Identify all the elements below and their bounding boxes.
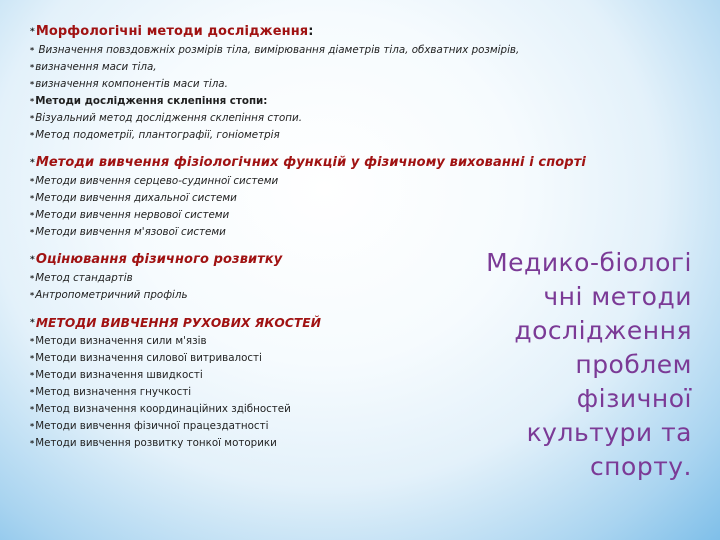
section-heading-physiological [30,153,702,173]
list-item-text: Методи дослідження склепіння стопи: [35,95,268,107]
list-item [30,190,702,207]
list-item-text: визначення маси тіла, [35,61,157,73]
slide-title [412,246,692,484]
list-item [30,59,702,76]
bullet-icon: * [30,354,35,363]
list-item-text: Методи вивчення фізичної працездатності [35,420,269,432]
list-item [30,127,702,144]
list-item-text: Методи визначення силової витривалості [35,352,262,364]
bullet-icon: * [30,194,35,203]
bullet-icon: * [30,131,35,140]
bullet-icon: * [30,97,35,106]
bullet-icon: * [30,46,35,55]
section-heading-text: МЕТОДИ ВИВЧЕННЯ РУХОВИХ ЯКОСТЕЙ [35,316,322,330]
list-item [30,76,702,93]
list-item [30,173,702,190]
section-heading-morphological [30,22,702,42]
slide-title-line: Медико-біологі [486,248,692,277]
bullet-icon: * [30,211,35,220]
slide-title-line: чні методи [543,282,692,311]
list-item [30,110,702,127]
bullet-icon: * [30,158,35,168]
bullet-icon: * [30,318,35,328]
list-item [30,224,702,241]
list-item-text: Методи вивчення розвитку тонкої моторики [35,437,277,449]
heading-colon: : [308,24,314,39]
bullet-icon: * [30,405,35,414]
section-spacer [30,144,702,153]
bullet-icon: * [30,422,35,431]
list-item-text: Методи вивчення нервової системи [35,209,230,221]
section-heading-text: Оцінювання фізичного розвитку [35,252,283,267]
slide-title-line: проблем [575,350,692,379]
list-item-text: Методи вивчення м'язової системи [35,226,226,238]
list-item-text: Метод подометрії, плантографії, гоніометрія [35,129,280,141]
list-item-text: Метод визначення гнучкості [35,386,192,398]
list-item [30,207,702,224]
list-item-text: Методи вивчення дихальної системи [35,192,237,204]
bullet-icon: * [30,228,35,237]
list-item-text: Методи вивчення серцево-судинної системи [35,175,279,187]
list-item-text: визначення компонентів маси тіла. [35,78,228,90]
bullet-icon: * [30,114,35,123]
bullet-icon: * [30,439,35,448]
bullet-icon: * [30,337,35,346]
list-item-text: Метод стандартів [35,272,133,284]
list-item-text: Візуальний метод дослідження склепіння стопи. [35,112,302,124]
slide-title-line: культури та [526,418,692,447]
list-item-text: Метод визначення координаційних здібностей [35,403,291,415]
bullet-icon: * [30,27,35,37]
section-heading-text: Морфологічні методи дослідження [35,24,309,39]
list-item-text: Антропометричний профіль [35,289,188,301]
bullet-icon: * [30,291,35,300]
bullet-icon: * [30,255,35,265]
list-item [30,93,702,110]
bullet-icon: * [30,177,35,186]
bullet-icon: * [30,274,35,283]
slide-title-line: дослідження [514,316,692,345]
bullet-icon: * [30,80,35,89]
list-item-text: Визначення повздовжніх розмірів тіла, вимірювання діаметрів тіла, обхватних розмірів, [35,44,520,56]
bullet-icon: * [30,63,35,72]
list-item [30,42,702,59]
bullet-icon: * [30,371,35,380]
slide-title-line: фізичної [576,384,692,413]
list-item-text: Методи визначення сили м'язів [35,335,207,347]
section-heading-text: Методи вивчення фізіологічних функцій у фізичному вихованні і спорті [35,155,586,170]
slide-title-line: спорту. [589,452,692,481]
list-item-text: Методи визначення швидкості [35,369,203,381]
bullet-icon: * [30,388,35,397]
